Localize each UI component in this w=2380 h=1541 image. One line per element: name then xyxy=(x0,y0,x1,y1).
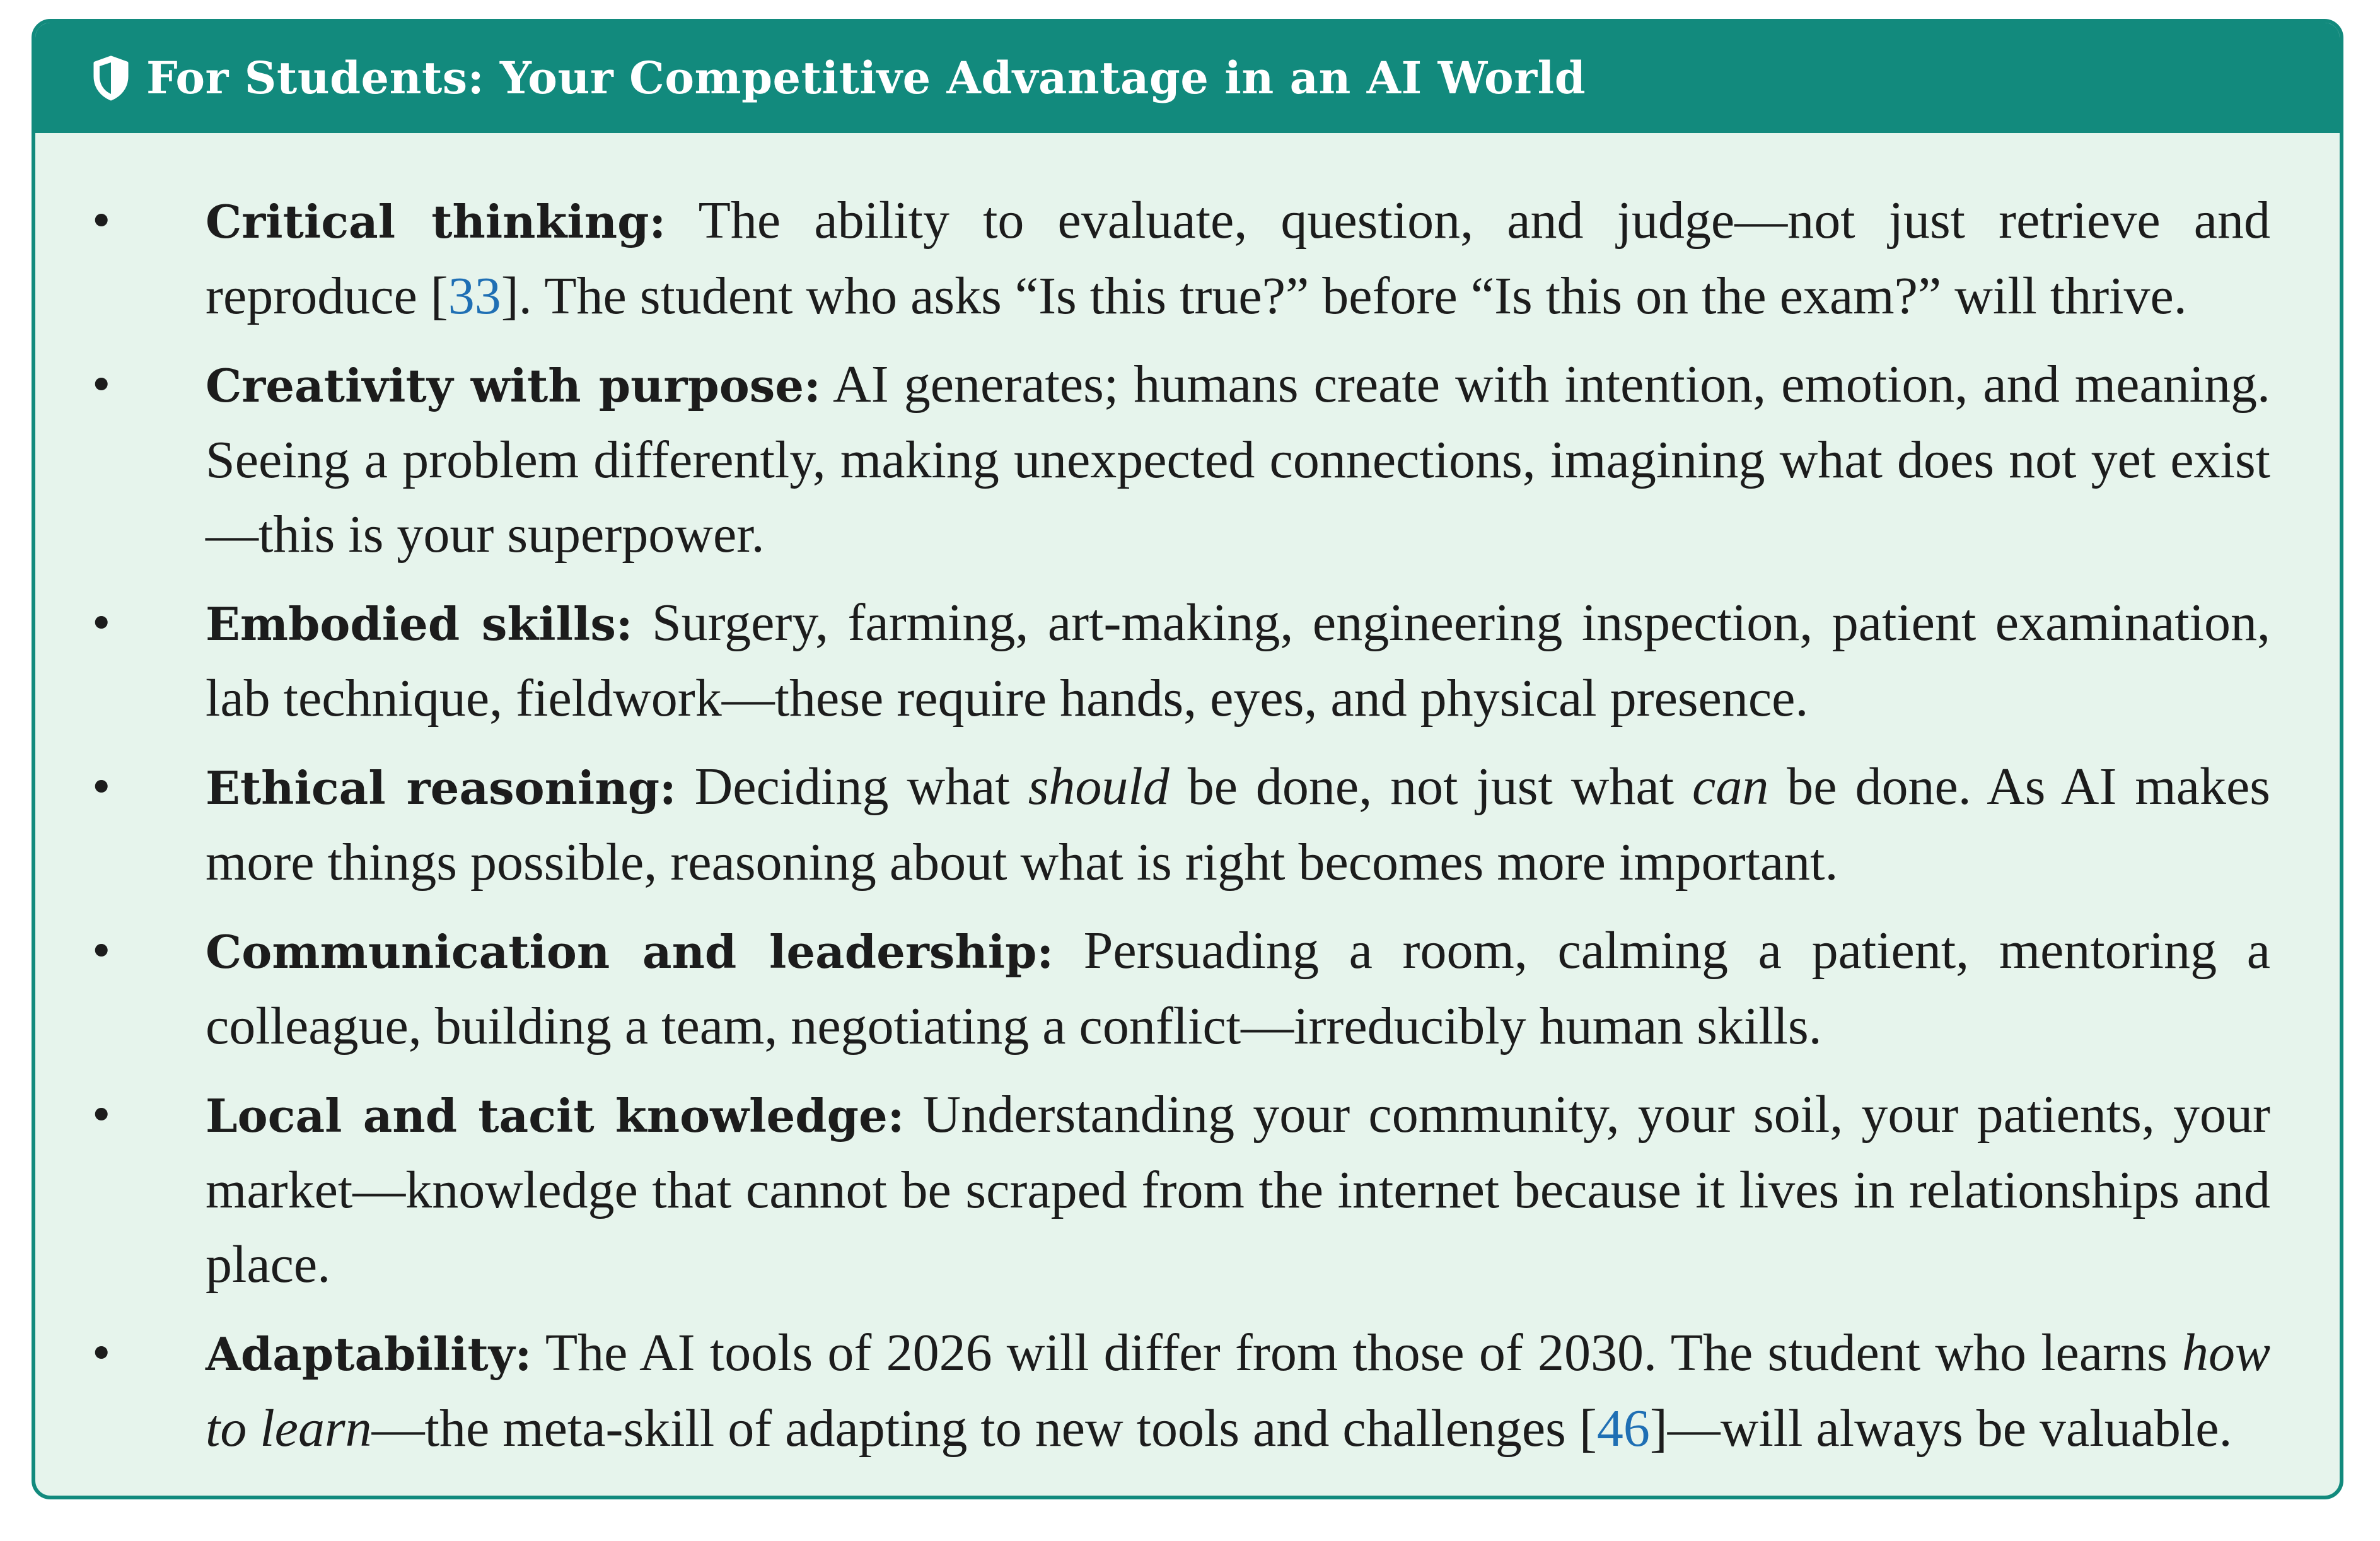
item-text: be done. As AI makes more things possible, reasoning about what is right becomes more important. xyxy=(206,757,2270,892)
bullet: • xyxy=(92,1323,111,1382)
item-term: Ethical reasoning: xyxy=(206,761,676,815)
item-text: be done, not just what xyxy=(1169,757,1693,816)
item-text: Surgery, farming, art-making, engineering inspection, patient examination, lab technique, fieldwork—these require hands, eyes, and physical presence. xyxy=(206,593,2270,728)
item-text: —the meta-skill of adapting to new tools and challenges [ xyxy=(371,1399,1597,1458)
bullet: • xyxy=(92,355,111,414)
item-text: The AI tools of 2026 will differ from those of 2030. The student who learns xyxy=(531,1323,2182,1382)
item-text: ]—will always be valuable. xyxy=(1649,1399,2232,1458)
item-term: Communication and leadership: xyxy=(206,925,1054,979)
list-item-ethical-reasoning xyxy=(35,750,2270,900)
bullet: • xyxy=(92,1085,111,1144)
item-term: Adaptability: xyxy=(206,1327,532,1381)
item-text: AI generates; humans create with intention, emotion, and meaning. Seeing a problem differently, making unexpected connections, imagining what does not yet exist—this is your superpower. xyxy=(206,355,2270,564)
list-item-critical-thinking xyxy=(35,183,2270,334)
list-item-local-knowledge xyxy=(35,1078,2270,1302)
item-term: Creativity with purpose: xyxy=(206,359,821,412)
citation-link[interactable]: 46 xyxy=(1596,1399,1650,1458)
item-text: The ability to evaluate, question, and judge—not just retrieve and reproduce [ xyxy=(206,191,2270,325)
item-term: Local and tacit knowledge: xyxy=(206,1089,905,1143)
bullet: • xyxy=(92,921,111,980)
list-item-adaptability xyxy=(35,1316,2270,1466)
list-item-communication xyxy=(35,914,2270,1064)
list-item-creativity xyxy=(35,347,2270,572)
bullet: • xyxy=(92,757,111,816)
bullet: • xyxy=(92,191,111,250)
item-emphasis: how to learn xyxy=(206,1323,2270,1458)
callout-title: For Students: Your Competitive Advantage in an AI World xyxy=(146,52,1586,104)
list-item-embodied-skills xyxy=(35,586,2270,736)
item-text: Deciding what xyxy=(676,757,1028,816)
item-emphasis: can xyxy=(1692,757,1769,816)
bullet: • xyxy=(92,593,111,652)
item-term: Critical thinking: xyxy=(206,195,666,248)
item-text: Understanding your community, your soil, your patients, your market—knowledge that cannot be scraped from the internet because it lives in relationships and place. xyxy=(206,1085,2270,1294)
callout-header xyxy=(35,23,2340,133)
advantage-list xyxy=(35,133,2340,1466)
students-callout-box xyxy=(32,19,2343,1499)
citation-link[interactable]: 33 xyxy=(448,267,501,325)
item-text: ]. The student who asks “Is this true?” before “Is this on the exam?” will thrive. xyxy=(501,267,2187,325)
shield-icon xyxy=(92,55,130,102)
item-term: Embodied skills: xyxy=(206,597,633,651)
item-text: Persuading a room, calming a patient, mentoring a colleague, building a team, negotiating a conflict—irreducibly human skills. xyxy=(206,921,2271,1055)
item-emphasis: should xyxy=(1028,757,1170,816)
